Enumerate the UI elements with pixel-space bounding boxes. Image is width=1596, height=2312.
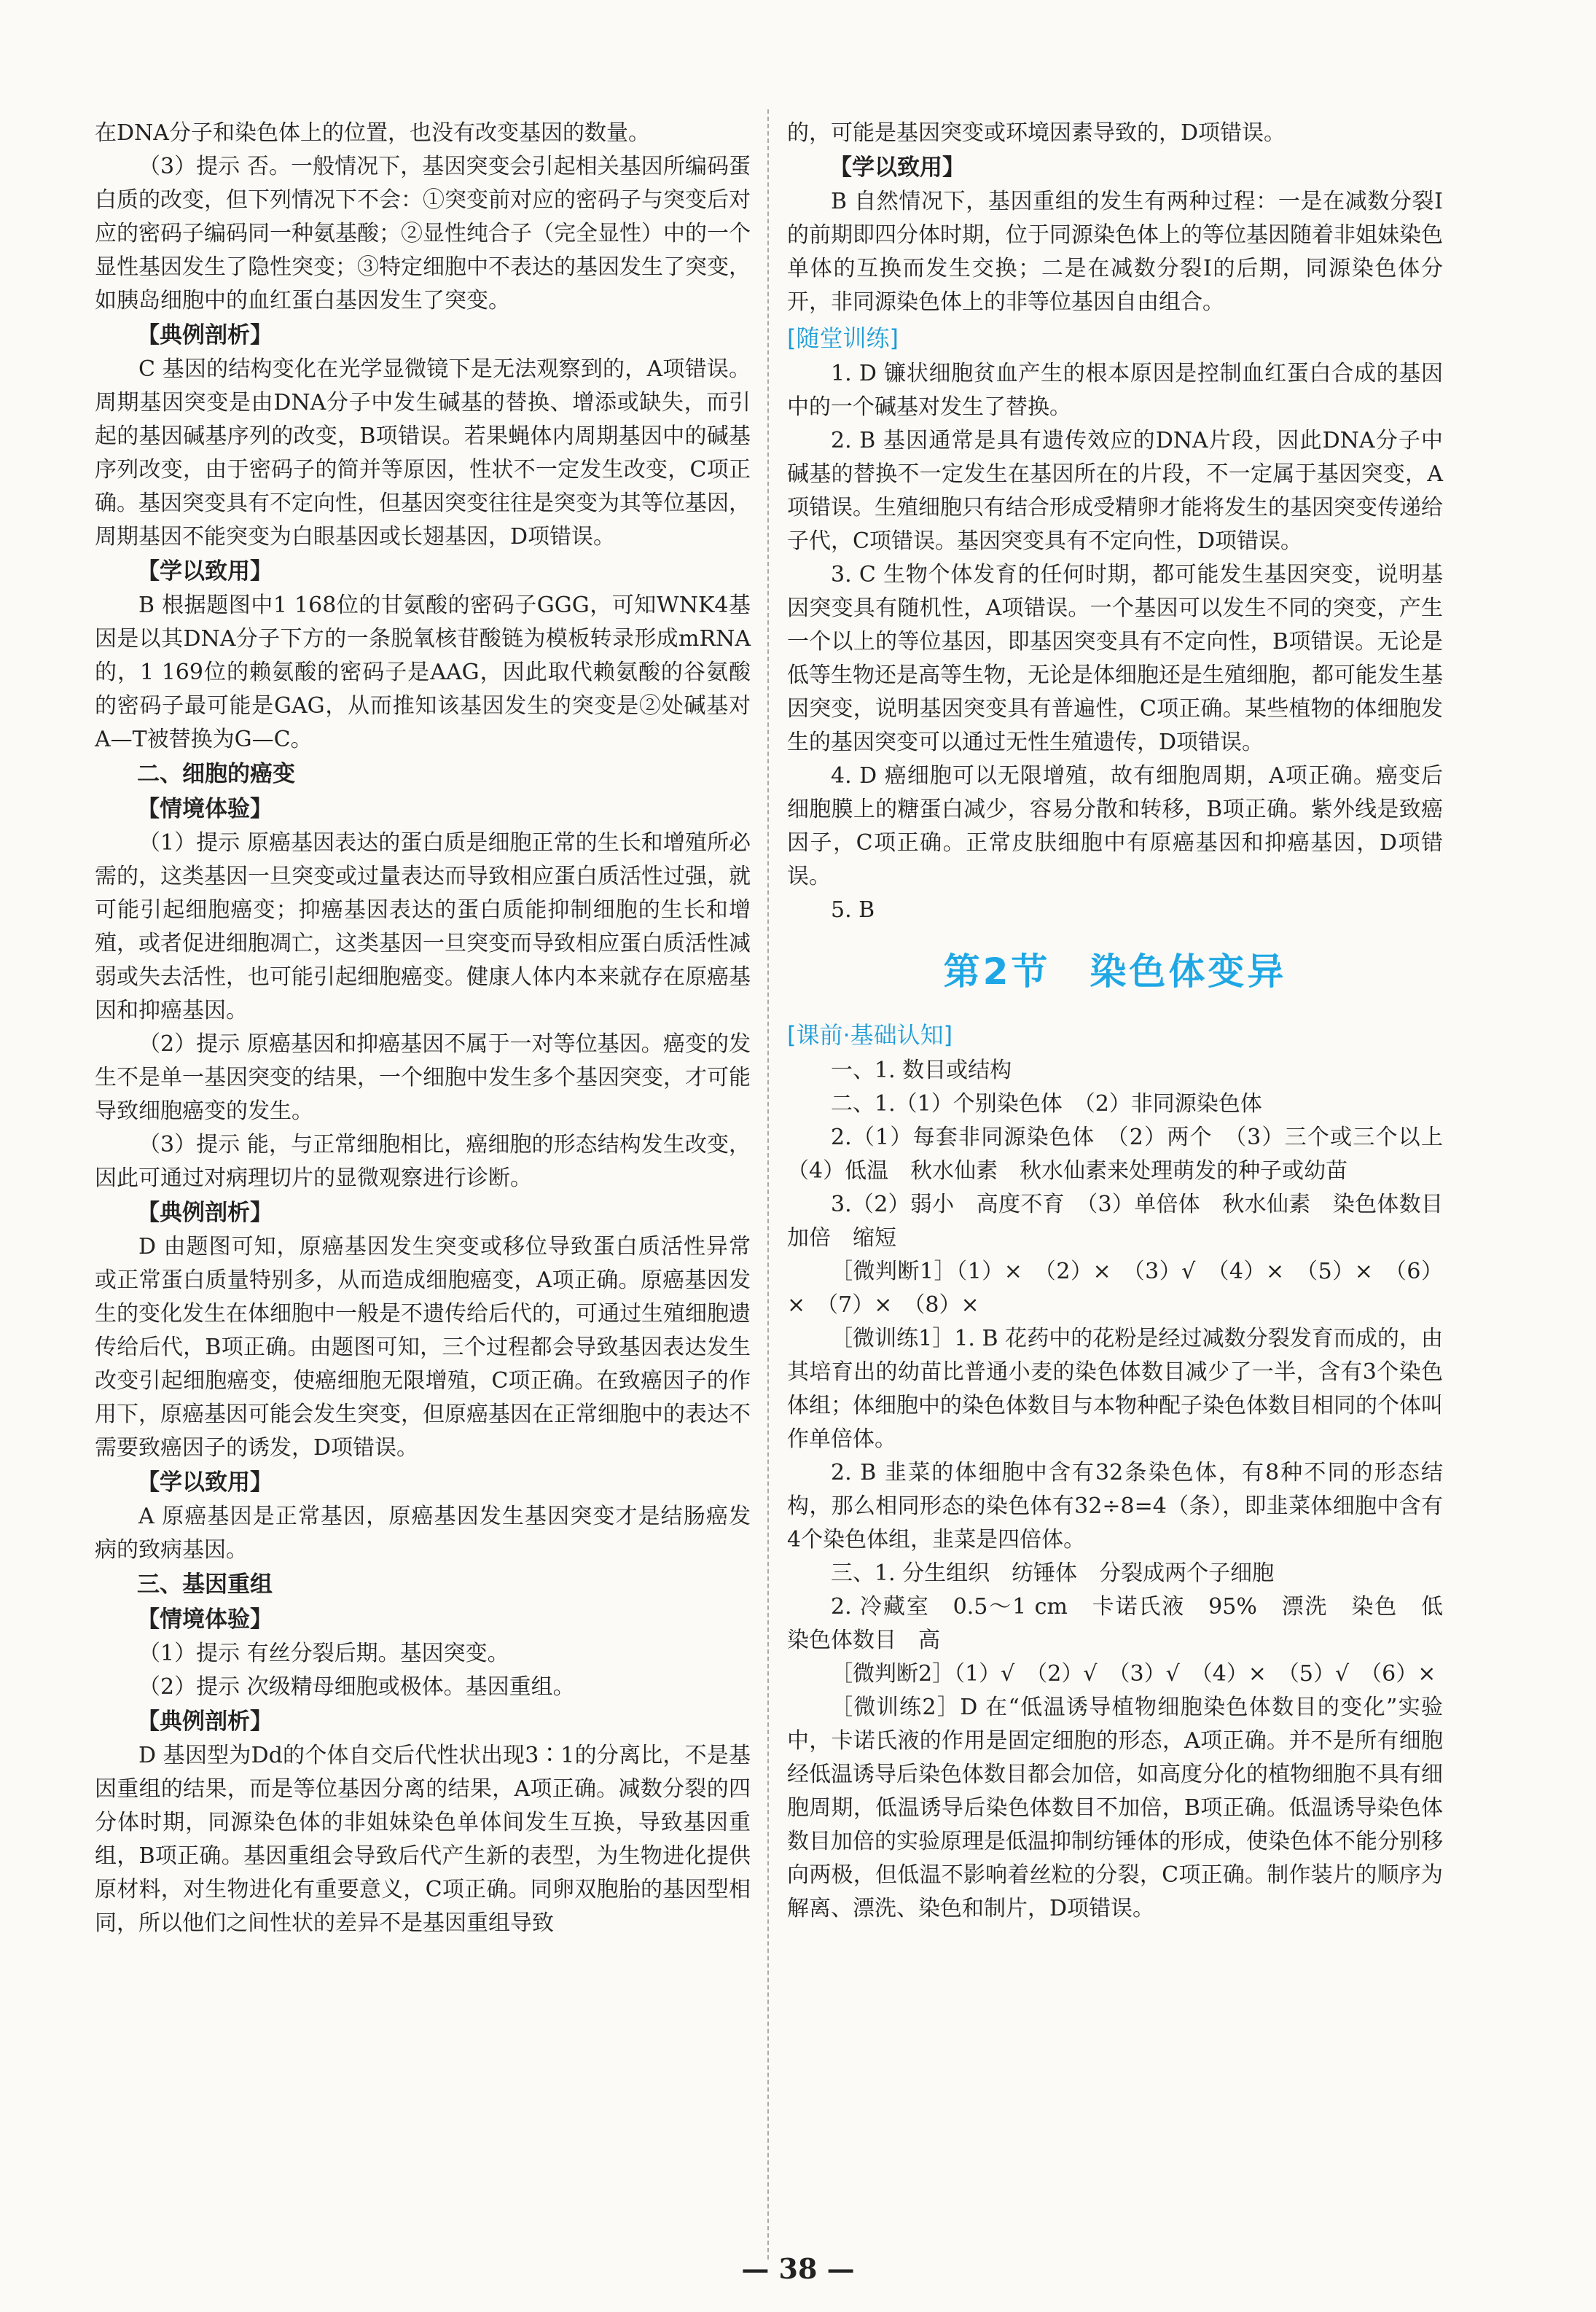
paragraph: 的，可能是基因突变或环境因素导致的，D项错误。	[787, 120, 1286, 146]
left-column	[95, 117, 751, 1940]
paragraph: （2）提示 原癌基因和抑癌基因不属于一对等位基因。癌变的发生不是单一基因突变的结果，一个细胞中发生多个基因突变，才可能导致细胞癌变的发生。	[95, 1031, 751, 1124]
section-tag-label: [ 课前·基础认知 ]	[787, 1019, 952, 1051]
subheading: 二、细胞的癌变	[137, 761, 295, 787]
paragraph: ［微训练2］D 在“低温诱导植物细胞染色体数目的变化”实验中，卡诺氏液的作用是固定细胞的形态，A项正确。并不是所有细胞经低温诱导后染色体数目都会加倍，如高度分化的植物细胞不具有细胞周期，低温诱导后染色体数目不加倍，B项正确。低温诱导染色体数目加倍的实验原理是低温抑制纺锤体的形成，使染色体不能分别移向两极，但低温不影响着丝粒的分裂，C项正确。制作装片的顺序为解离、漂洗、染色和制片，D项错误。	[787, 1695, 1443, 1921]
paragraph: 二、1.（1）个别染色体 （2）非同源染色体	[831, 1091, 1262, 1117]
paragraph: 3. C 生物个体发育的任何时期，都可能发生基因突变，说明基因突变具有随机性，A项错误。一个基因可以发生不同的突变，产生一个以上的等位基因，即基因突变具有不定向性，B项错误。无论是低等生物还是高等生物，无论是体细胞还是生殖细胞，都可能发生基因突变，说明基因突变具有普遍性，C项正确。某些植物的体细胞发生的基因突变可以通过无性生殖遗传，D项错误。	[787, 562, 1443, 755]
paragraph: 2. B 韭菜的体细胞中含有32条染色体，有8种不同的形态结构，那么相同形态的染色体有32÷8=4（条），即韭菜体细胞中含有4个染色体组，韭菜是四倍体。	[787, 1460, 1443, 1553]
paragraph: （3）提示 能，与正常细胞相比，癌细胞的形态结构发生改变，因此可通过对病理切片的显微观察进行诊断。	[95, 1132, 751, 1191]
paragraph: 在DNA分子和染色体上的位置，也没有改变基因的数量。	[95, 120, 650, 146]
paragraph: D 基因型为Dd的个体自交后代性状出现3∶1的分离比，不是基因重组的结果，而是等位基因分离的结果，A项正确。减数分裂的四分体时期，同源染色体的非姐妹染色单体间发生互换，导致基因重组，B项正确。基因重组会导致后代产生新的表型，为生物进化提供原材料，对生物进化有重要意义，C项正确。同卵双胞胎的基因型相同，所以他们之间性状的差异不是基因重组导致	[95, 1743, 751, 1936]
section-title: 第2节 染色体变异	[943, 950, 1287, 993]
section-tag	[787, 319, 1443, 357]
paragraph: 4. D 癌细胞可以无限增殖，故有细胞周期，A项正确。癌变后细胞膜上的糖蛋白减少，容易分散和转移，B项正确。紫外线是致癌因子，C项正确。正常皮肤细胞中有原癌基因和抑癌基因，D项错误。	[787, 763, 1443, 889]
subheading: 【学以致用】	[137, 558, 273, 585]
paragraph: （3）提示 否。一般情况下，基因突变会引起相关基因所编码蛋白质的改变，但下列情况下不会：①突变前对应的密码子与突变后对应的密码子编码同一种氨基酸；②显性纯合子（完全显性）中的一个显性基因发生了隐性突变；③特定细胞中不表达的基因发生了突变，如胰岛细胞中的血红蛋白基因发生了突变。	[95, 154, 751, 313]
subheading: 【典例剖析】	[137, 322, 273, 348]
subheading: 【典例剖析】	[137, 1200, 273, 1226]
section-tag-label: [ 随堂训练 ]	[787, 322, 899, 354]
paragraph: 2. 冷藏室 0.5～1 cm 卡诺氏液 95% 漂洗 染色 低 染色体数目 高	[787, 1594, 1465, 1653]
subheading: 【学以致用】	[829, 155, 965, 181]
subheading: 【情境体验】	[137, 796, 273, 822]
paragraph: （1）提示 原癌基因表达的蛋白质是细胞正常的生长和增殖所必需的，这类基因一旦突变或过量表达而导致相应蛋白质活性过强，就可能引起细胞癌变；抑癌基因表达的蛋白质能抑制细胞的生长和增殖，或者促进细胞凋亡，这类基因一旦突变而导致相应蛋白质活性减弱或失去活性，也可能引起细胞癌变。健康人体内本来就存在原癌基因和抑癌基因。	[95, 830, 751, 1023]
column-divider	[767, 109, 769, 2260]
paragraph: 1. D 镰状细胞贫血产生的根本原因是控制血红蛋白合成的基因中的一个碱基对发生了替换。	[787, 361, 1443, 420]
paragraph: 5. B	[831, 897, 875, 923]
paragraph: A 原癌基因是正常基因，原癌基因发生基因突变才是结肠癌发病的致病基因。	[95, 1504, 751, 1563]
paragraph: B 根据题图中1 168位的甘氨酸的密码子GGG，可知WNK4基因是以其DNA分子下方的一条脱氧核苷酸链为模板转录形成mRNA的，1 169位的赖氨酸的密码子是AAG，因此取代赖氨酸的谷氨酸的密码子最可能是GAG，从而推知该基因发生的突变是②处碱基对A—T被替换为G—C。	[95, 593, 751, 752]
subheading: 【情境体验】	[137, 1606, 273, 1633]
paragraph: 2.（1）每套非同源染色体 （2）两个 （3）三个或三个以上 （4）低温 秋水仙素 秋水仙素来处理萌发的种子或幼苗	[787, 1125, 1465, 1184]
subheading: 三、基因重组	[137, 1571, 273, 1598]
subheading: 【典例剖析】	[137, 1708, 273, 1735]
right-column	[787, 117, 1465, 1926]
paragraph: ［微判断1］（1）× （2）× （3）√ （4）× （5）× （6）× （7）× （8）×	[787, 1259, 1443, 1318]
paragraph: D 由题图可知，原癌基因发生突变或移位导致蛋白质活性异常或正常蛋白质量特别多，从而造成细胞癌变，A项正确。原癌基因发生的变化发生在体细胞中一般是不遗传给后代的，可通过生殖细胞遗传给后代，B项正确。由题图可知，三个过程都会导致基因表达发生改变引起细胞癌变，使癌细胞无限增殖，C项正确。在致癌因子的作用下，原癌基因可能会发生突变，但原癌基因在正常细胞中的表达不需要致癌因子的诱发，D项错误。	[95, 1234, 751, 1461]
paragraph: 3.（2）弱小 高度不育 （3）单倍体 秋水仙素 染色体数目加倍 缩短	[787, 1192, 1443, 1251]
paragraph: B 自然情况下，基因重组的发生有两种过程：一是在减数分裂Ⅰ的前期即四分体时期，位于同源染色体上的等位基因随着非姐妹染色单体的互换而发生交换；二是在减数分裂Ⅰ的后期，同源染色体分开，非同源染色体上的非等位基因自由组合。	[787, 189, 1443, 315]
paragraph: C 基因的结构变化在光学显微镜下是无法观察到的，A项错误。周期基因突变是由DNA分子中发生碱基的替换、增添或缺失，而引起的基因碱基序列的改变，B项错误。若果蝇体内周期基因中的碱基序列改变，由于密码子的简并等原因，性状不一定发生改变，C项正确。基因突变具有不定向性，但基因突变往往是突变为其等位基因，周期基因不能突变为白眼基因或长翅基因，D项错误。	[95, 356, 751, 550]
subheading: 【学以致用】	[137, 1469, 273, 1496]
paragraph: ［微训练1］1. B 花药中的花粉是经过减数分裂发育而成的，由其培育出的幼苗比普通小麦的染色体数目减少了一半，含有3个染色体组；体细胞中的染色体数目与本物种配子染色体数目相同的个体叫作单倍体。	[787, 1326, 1443, 1452]
paragraph: 2. B 基因通常是具有遗传效应的DNA片段，因此DNA分子中碱基的替换不一定发生在基因所在的片段，不一定属于基因突变，A项错误。生殖细胞只有结合形成受精卵才能将发生的基因突变传递给子代，C项错误。基因突变具有不定向性，D项错误。	[787, 428, 1443, 554]
section-tag	[787, 1016, 1443, 1054]
paragraph: 三、1. 分生组织 纺锤体 分裂成两个子细胞	[831, 1561, 1275, 1586]
paragraph: （1）提示 有丝分裂后期。基因突变。	[138, 1641, 509, 1666]
paragraph: ［微判断2］（1）√ （2）√ （3）√ （4）× （5）√ （6）×	[831, 1661, 1436, 1687]
paragraph: （2）提示 次级精母细胞或极体。基因重组。	[138, 1674, 575, 1700]
page-number: — 38 —	[741, 2252, 855, 2285]
paragraph: 一、1. 数目或结构	[831, 1058, 1012, 1083]
